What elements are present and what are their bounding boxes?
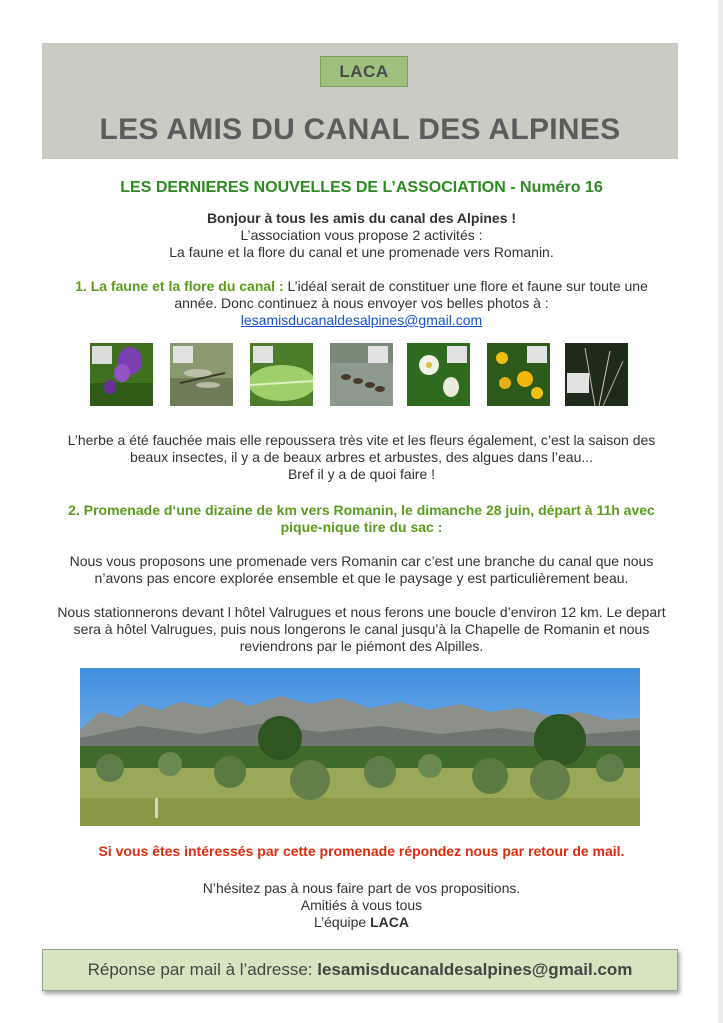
section2-para-1 [0,553,723,587]
section1-line-1 [0,278,723,295]
para2-line-2: sera à hôtel Valrugues, puis nous longerons le canal jusqu’à la Chapelle de Romanin et nous [73,621,650,637]
closing-line-2: Amitiés à vous tous [300,897,423,913]
para2-line-1: Nous stationnerons devant l hôtel Valrugues et nous ferons une boucle d’environ 12 km. Le depart [57,604,666,620]
para1-line-1: Nous vous proposons une promenade vers Romanin car c’est une branche du canal que nous [69,553,654,569]
thumbnail-dragonfly[interactable] [170,343,233,406]
followup-line-3: Bref il y a de quoi faire ! [287,466,436,482]
landscape-photo [80,668,640,826]
closing-line-1: N’hésitez pas à nous faire part de vos propositions. [202,880,521,896]
para2-line-3: reviendrons par le piémont des Alpilles. [239,638,484,654]
section1-text-1: L’idéal serait de constituer une flore et faune sur toute une [283,278,648,294]
footer-label: Réponse par mail à l’adresse: [87,960,318,979]
greeting: Bonjour à tous les amis du canal des Alpines ! [206,210,517,226]
section1-followup [0,432,723,483]
call-to-action: Si vous êtes intéressés par cette promenade répondez nous par retour de mail. [98,843,625,859]
closing-block [0,880,723,931]
header-title: LES AMIS DU CANAL DES ALPINES [99,113,621,146]
section2-heading [0,502,723,536]
thumbnail-ducklings[interactable] [330,343,393,406]
intro-line-1: L’association vous propose 2 activités : [240,227,483,243]
thumbnail-grass[interactable] [565,343,628,406]
thumbnail-purple-flower[interactable] [90,343,153,406]
followup-line-2: beaux insectes, il y a de beaux arbres et arbustes, des algues dans l’eau... [129,449,594,465]
header-banner [42,43,678,159]
section1-block [0,278,723,329]
signature [0,914,723,931]
footer-reply-box [42,949,678,991]
signature-prefix: L’équipe [314,914,371,930]
signature-name: LACA [370,914,409,930]
section1-text-2: année. Donc continuez à nous envoyer vos belles photos à : [174,295,549,311]
followup-line-1: L’herbe a été fauchée mais elle repoussera très vite et les fleurs également, c’est la saison des [67,432,656,448]
section1-heading: 1. La faune et la flore du canal : [75,278,284,294]
section2-heading-line-2: pique-nique tire du sac : [280,519,443,535]
section1-email-link[interactable]: lesamisducanaldesalpines@gmail.com [240,312,483,328]
footer-email[interactable]: lesamisducanaldesalpines@gmail.com [317,960,633,979]
thumbnail-yellow-flowers[interactable] [487,343,550,406]
section2-heading-line-1: 2. Promenade d‘une dizaine de km vers Romanin, le dimanche 28 juin, départ à 11h avec [68,502,655,518]
photo-thumbnails [0,343,723,407]
thumbnail-white-flower[interactable] [407,343,470,406]
laca-logo: LACA [320,56,408,87]
intro-line-2: La faune et la flore du canal et une promenade vers Romanin. [169,244,554,260]
intro-block [0,210,723,261]
issue-title: LES DERNIERES NOUVELLES DE L’ASSOCIATION - Numéro 16 [120,179,603,196]
thumbnail-leaf[interactable] [250,343,313,406]
para1-line-2: n’avons pas encore explorée ensemble et que le paysage y est particulièrement beau. [94,570,629,586]
section2-para-2 [0,604,723,655]
